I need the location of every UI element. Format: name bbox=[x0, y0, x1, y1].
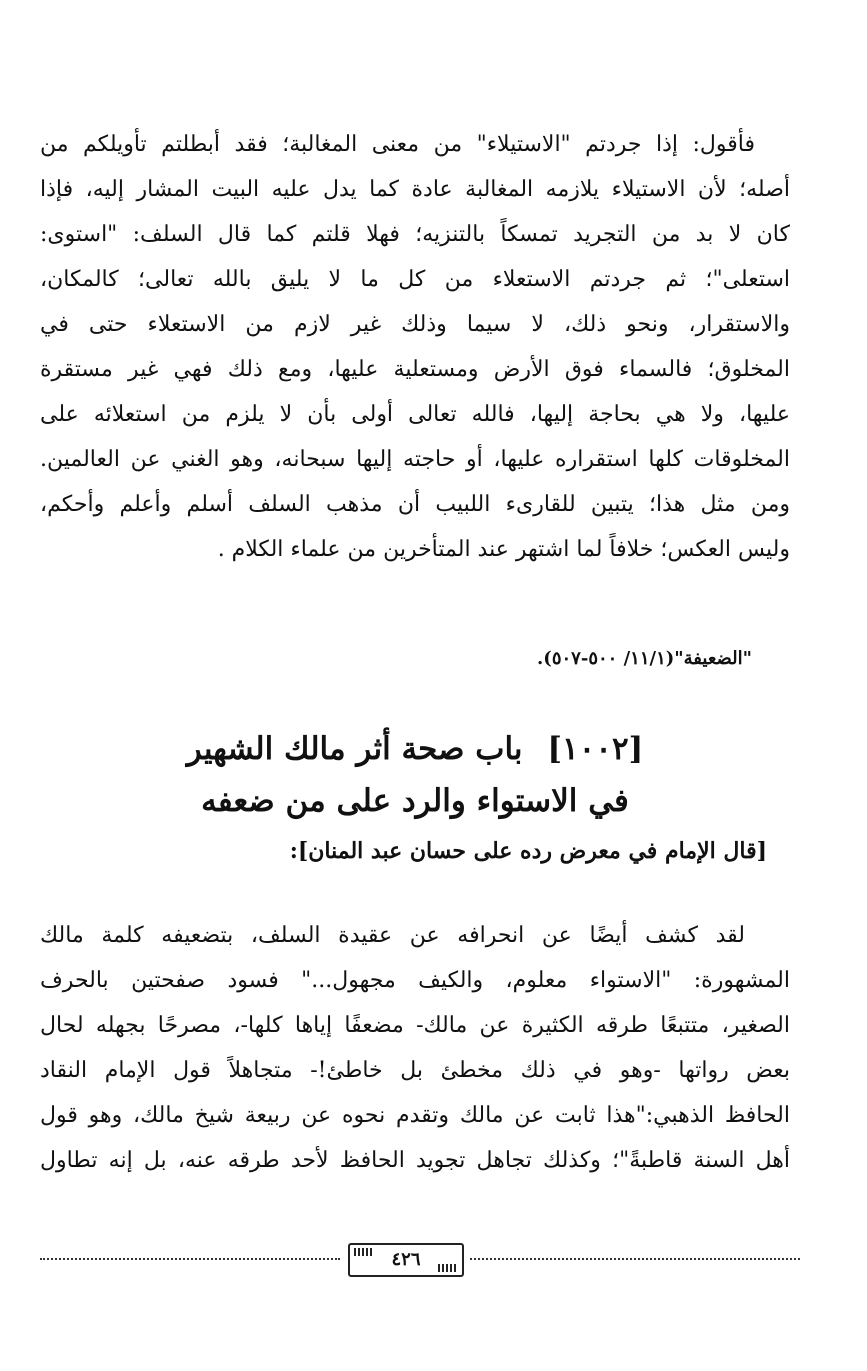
context-note: [قال الإمام في معرض رده على حسان عبد المنان]: bbox=[289, 838, 767, 864]
text-line: كان لا بد من التجريد تمسكاً بالتنزيه؛ فهلا قلتم كما قال السلف: "استوى: bbox=[40, 222, 790, 247]
text-line: بعض رواتها -وهو في ذلك مخطئ بل خاطئ!- متجاهلاً قول الإمام النقاد bbox=[40, 1058, 790, 1083]
text-line: المشهورة: "الاستواء معلوم، والكيف مجهول..." فسود صفحتين بالحرف bbox=[40, 968, 790, 993]
text-line: الحافظ الذهبي:"هذا ثابت عن مالك وتقدم نحوه عن ربيعة شيخ مالك، وهو قول bbox=[40, 1103, 790, 1128]
text-line: وليس العكس؛ خلافاً لما اشتهر عند المتأخرين من علماء الكلام . bbox=[217, 537, 790, 562]
text-line: المخلوقات كلها استقراره عليها، أو حاجته إليها سبحانه، وهو الغني عن العالمين. bbox=[40, 447, 790, 472]
text-line: عليها، ولا هي بحاجة إليها، فالله تعالى أولى بأن لا يلزم من استعلائه على bbox=[40, 402, 790, 427]
footer-dotted-rule-right bbox=[470, 1258, 800, 1260]
text-line: والاستقرار، ونحو ذلك، لا سيما وذلك غير لازم من الاستعلاء حتى في bbox=[40, 312, 790, 337]
text-line: أهل السنة قاطبةً"؛ وكذلك تجاهل تجويد الحافظ لأحد طرقه عنه، بل إنه تطاول bbox=[40, 1148, 790, 1173]
footer-dotted-rule-left bbox=[40, 1258, 340, 1260]
text-line: ومن مثل هذا؛ يتبين للقارىء اللبيب أن مذهب السلف أسلم وأعلم وأحكم، bbox=[40, 492, 790, 517]
source-reference: "الضعيفة"(١١/١/ ٥٠٠-٥٠٧). bbox=[537, 648, 752, 669]
chapter-title-line-2: في الاستواء والرد على من ضعفه bbox=[201, 783, 629, 819]
chapter-title-line-1: باب صحة أثر مالك الشهير bbox=[186, 731, 523, 767]
page-number: ٤٢٦ bbox=[391, 1249, 421, 1270]
text-line: الصغير، متتبعًا طرقه الكثيرة عن مالك- مضعفًا إياها كلها-، مصرحًا بجهله لحال bbox=[40, 1013, 790, 1038]
text-line: أصله؛ لأن الاستيلاء يلازمه المغالبة عادة كما يدل عليه البيت المشار إليه، فإذا bbox=[40, 177, 790, 202]
text-line: لقد كشف أيضًا عن انحرافه عن عقيدة السلف، بتضعيفه كلمة مالك bbox=[40, 923, 745, 948]
text-line: المخلوق؛ فالسماء فوق الأرض ومستعلية عليها، ومع ذلك فهي غير مستقرة bbox=[40, 357, 790, 382]
chapter-heading bbox=[40, 723, 790, 827]
paragraph-argument bbox=[40, 122, 790, 572]
chapter-heading-line-1 bbox=[40, 723, 790, 775]
chapter-number: [١٠٠٢] bbox=[547, 731, 644, 767]
page-footer bbox=[40, 1241, 800, 1277]
text-line: استعلى"؛ ثم جردتم الاستعلاء من كل ما لا يليق بالله تعالى؛ كالمكان، bbox=[40, 267, 790, 292]
paragraph-critique bbox=[40, 913, 790, 1183]
text-line: فأقول: إذا جردتم "الاستيلاء" من معنى المغالبة؛ فقد أبطلتم تأويلكم من bbox=[40, 132, 755, 157]
page-number-frame bbox=[348, 1243, 464, 1277]
